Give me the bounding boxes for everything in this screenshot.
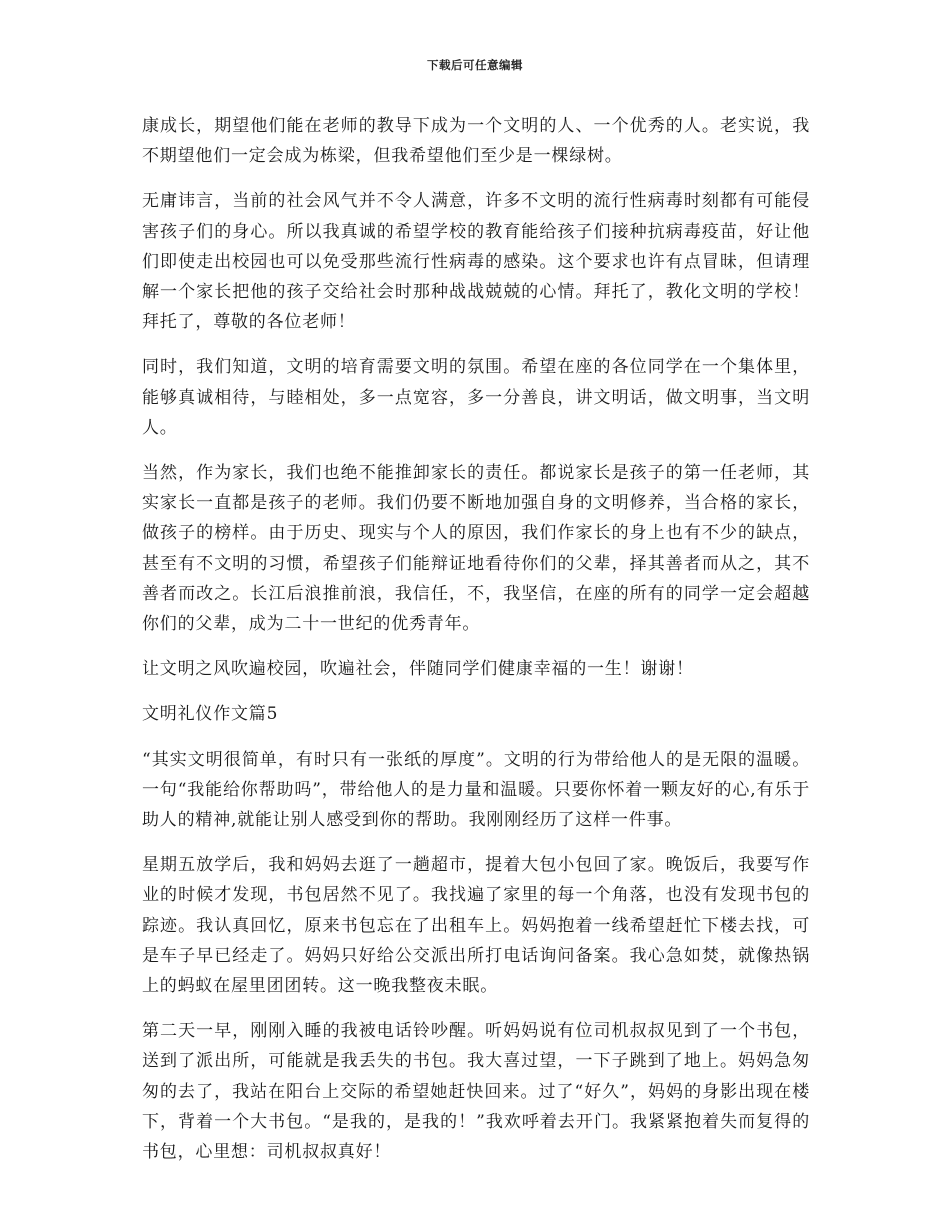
paragraph-4: 当然，作为家长，我们也绝不能推卸家长的责任。都说家长是孩子的第一任老师，其实家长一直都是孩子的老师。我们仍要不断地加强自身的文明修养，当合格的家长，做孩子的榜样。由于历史、现实与个人的原因，我们作家长的身上也有不少的缺点，甚至有不文明的习惯，希望孩子们能辩证地看待你们的父辈，择其善者而从之，其不善者而改之。长江后浪推前浪，我信任，不，我坚信，在座的所有的同学一定会超越你们的父辈，成为二十一世纪的优秀青年。 (142, 463, 810, 635)
section-paragraph-1: “其实文明很简单，有时只有一张纸的厚度”。文明的行为带给他人的是无限的温暖。一句“我能给你帮助吗”，带给他人的是力量和温暖。只要你怀着一颗友好的心,有乐于助人的精神,就能让别人感受到你的帮助。我刚刚经历了这样一件事。 (142, 749, 810, 831)
section-paragraph-3: 第二天一早，刚刚入睡的我被电话铃吵醒。听妈妈说有位司机叔叔见到了一个书包，送到了派出所，可能就是我丢失的书包。我大喜过望，一下子跳到了地上。妈妈急匆匆的去了，我站在阳台上交际的希望她赶快回来。过了“好久”，妈妈的身影出现在楼下，背着一个大书包。“是我的，是我的！”我欢呼着去开门。我紧紧抱着失而复得的书包，心里想：司机叔叔真好！ (142, 1021, 810, 1163)
page-header: 下载后可任意编辑 (427, 58, 523, 72)
document-body (142, 111, 810, 1182)
section-title: 文明礼仪作文篇5 (142, 704, 279, 725)
paragraph-3: 同时，我们知道，文明的培育需要文明的氛围。希望在座的各位同学在一个集体里，能够真诚相待，与睦相处，多一点宽容，多一分善良，讲文明话，做文明事，当文明人。 (142, 357, 810, 438)
paragraph-1: 康成长，期望他们能在老师的教导下成为一个文明的人、一个优秀的人。老实说，我不期望他们一定会成为栋梁，但我希望他们至少是一棵绿树。 (142, 116, 810, 167)
section-paragraph-2: 星期五放学后，我和妈妈去逛了一趟超市，提着大包小包回了家。晚饭后，我要写作业的时候才发现，书包居然不见了。我找遍了家里的每一个角落，也没有发现书包的踪迹。我认真回忆，原来书包忘在了出租车上。妈妈抱着一线希望赶忙下楼去找，可是车子早已经走了。妈妈只好给公交派出所打电话询问备案。我心急如焚，就像热锅上的蚂蚁在屋里团团转。这一晚我整夜未眠。 (142, 855, 810, 997)
paragraph-5: 让文明之风吹遍校园，吹遍社会，伴随同学们健康幸福的一生！谢谢！ (142, 659, 694, 680)
paragraph-2: 无庸讳言，当前的社会风气并不令人满意，许多不文明的流行性病毒时刻都有可能侵害孩子们的身心。所以我真诚的希望学校的教育能给孩子们接种抗病毒疫苗，好让他们即使走出校园也可以免受那些流行性病毒的感染。这个要求也许有点冒昧，但请理解一个家长把他的孩子交给社会时那种战战兢兢的心情。拜托了，教化文明的学校！拜托了，尊敬的各位老师！ (142, 191, 810, 333)
